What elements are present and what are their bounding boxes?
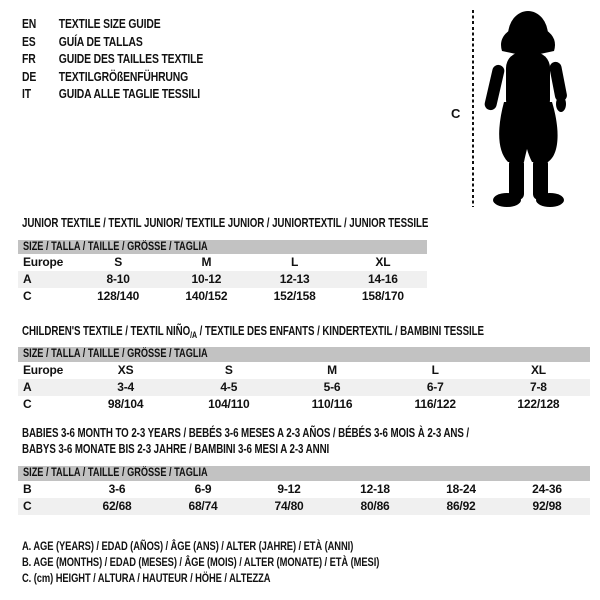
- heading-text: [22, 324, 484, 338]
- row-label: C: [23, 499, 32, 513]
- table-cell: XS: [117, 363, 134, 377]
- baby-silhouette-icon: [480, 8, 574, 211]
- table-cell: 4-5: [220, 380, 238, 394]
- language-title: TEXTILGRÖßENFÜHRUNG: [58, 68, 189, 84]
- junior-textile-table: [18, 240, 427, 305]
- table-cell: 80/86: [360, 499, 390, 513]
- language-row-en: [22, 15, 203, 33]
- height-measure-dashed-line: [472, 10, 474, 207]
- table-cell: 140/152: [185, 289, 228, 303]
- table-cell: 116/122: [414, 397, 456, 411]
- table-cell: 12-13: [279, 272, 310, 286]
- row-label: C: [23, 397, 32, 411]
- row-label: B: [23, 482, 32, 496]
- heading-subscript: /A: [190, 329, 197, 340]
- heading-text: JUNIOR TEXTILE / TEXTIL JUNIOR/ TEXTILE JUNIOR / JUNIORTEXTIL / JUNIOR TESSILE: [22, 216, 429, 230]
- table-cell: 3-4: [117, 380, 134, 394]
- table-row: [18, 481, 590, 498]
- language-code: EN: [22, 16, 37, 32]
- table-row: [18, 254, 427, 271]
- table-cell: XL: [530, 363, 546, 377]
- table-cell: 110/116: [311, 397, 353, 411]
- size-header-text: SIZE / TALLA / TAILLE / GRÖSSE / TAGLIA: [23, 241, 208, 253]
- table-cell: 68/74: [188, 499, 218, 513]
- table-row: [18, 271, 427, 288]
- table-cell: 6-7: [426, 380, 444, 394]
- table-cell: 158/170: [361, 289, 404, 303]
- language-code: DE: [22, 68, 37, 84]
- table-cell: 6-9: [194, 482, 212, 496]
- heading-suffix: / TEXTILE DES ENFANTS / KINDERTEXTIL / BAMBINI TESSILE: [196, 324, 484, 338]
- table-cell: 128/140: [97, 289, 140, 303]
- table-cell: 18-24: [446, 482, 476, 496]
- table-cell: S: [114, 255, 123, 269]
- row-label: C: [23, 289, 32, 303]
- table-cell: 24-36: [532, 482, 562, 496]
- language-code: ES: [22, 33, 36, 49]
- childrens-textile-table: [18, 347, 590, 413]
- language-row-fr: [22, 50, 203, 68]
- table-cell: 9-12: [277, 482, 301, 496]
- row-label: A: [23, 272, 32, 286]
- table-cell: 62/68: [102, 499, 132, 513]
- row-label: A: [23, 380, 32, 394]
- table-cell: 14-16: [368, 272, 398, 286]
- table-cell: 152/158: [273, 289, 316, 303]
- language-title: GUIDE DES TAILLES TEXTILE: [58, 51, 204, 67]
- table-row: [18, 498, 590, 515]
- language-row-es: [22, 33, 203, 51]
- language-row-de: [22, 68, 203, 86]
- size-header-text: SIZE / TALLA / TAILLE / GRÖSSE / TAGLIA: [23, 467, 208, 479]
- row-label: Europe: [23, 255, 64, 269]
- table-cell: 122/128: [517, 397, 560, 411]
- table-cell: 5-6: [323, 380, 341, 394]
- row-label: Europe: [23, 363, 64, 377]
- babies-textile-table: [18, 466, 590, 515]
- language-code: IT: [22, 86, 31, 102]
- table-cell: M: [327, 363, 337, 377]
- babies-textile-heading: [22, 426, 595, 457]
- size-header-bar: [18, 466, 590, 481]
- junior-textile-heading: [22, 216, 543, 230]
- table-cell: 7-8: [530, 380, 547, 394]
- table-cell: XL: [375, 255, 391, 269]
- table-cell: 10-12: [191, 272, 222, 286]
- table-cell: L: [291, 255, 299, 269]
- legend-item-a: A. AGE (YEARS) / EDAD (AÑOS) / ÂGE (ANS) / ALTER (JAHRE) / ETÀ (ANNI): [22, 539, 354, 553]
- legend-item-c: C. (cm) HEIGHT / ALTURA / HAUTEUR / HÖHE / ALTEZZA: [22, 571, 271, 585]
- language-title-list: [22, 15, 203, 103]
- table-row: [18, 362, 590, 379]
- language-title: GUÍA DE TALLAS: [58, 33, 143, 49]
- heading-prefix: CHILDREN'S TEXTILE / TEXTIL NIÑO: [22, 324, 191, 338]
- childrens-textile-heading: [22, 324, 600, 338]
- language-row-it: [22, 85, 203, 103]
- language-title: TEXTILE SIZE GUIDE: [58, 16, 161, 32]
- language-title: GUIDA ALLE TAGLIE TESSILI: [58, 86, 201, 102]
- table-row: [18, 288, 427, 305]
- table-cell: 104/110: [208, 397, 250, 411]
- language-code: FR: [22, 51, 36, 67]
- table-cell: 92/98: [532, 499, 562, 513]
- table-cell: 86/92: [446, 499, 476, 513]
- measure-legend: [22, 538, 480, 586]
- table-cell: S: [224, 363, 233, 377]
- size-header-text: SIZE / TALLA / TAILLE / GRÖSSE / TAGLIA: [23, 348, 208, 360]
- table-cell: 8-10: [106, 272, 130, 286]
- table-cell: M: [201, 255, 212, 269]
- table-cell: 12-18: [360, 482, 390, 496]
- size-header-bar: [18, 240, 427, 254]
- table-cell: 74/80: [274, 499, 304, 513]
- table-row: [18, 396, 590, 413]
- table-row: [18, 379, 590, 396]
- table-cell: 3-6: [108, 482, 126, 496]
- table-cell: L: [431, 363, 439, 377]
- height-measure-label: C: [451, 106, 461, 121]
- heading-line-1: BABIES 3-6 MONTH TO 2-3 YEARS / BEBÉS 3-6 MESES A 2-3 AÑOS / BÉBÉS 3-6 MOIS À 2-3 ANS /: [22, 426, 470, 440]
- heading-line-2: BABYS 3-6 MONATE BIS 2-3 JAHRE / BAMBINI 3-6 MESI A 2-3 ANNI: [22, 441, 330, 456]
- legend-item-b: B. AGE (MONTHS) / EDAD (MESES) / ÂGE (MOIS) / ALTER (MONATE) / ETÀ (MESI): [22, 555, 380, 569]
- table-cell: 98/104: [107, 397, 144, 411]
- size-header-bar: [18, 347, 590, 362]
